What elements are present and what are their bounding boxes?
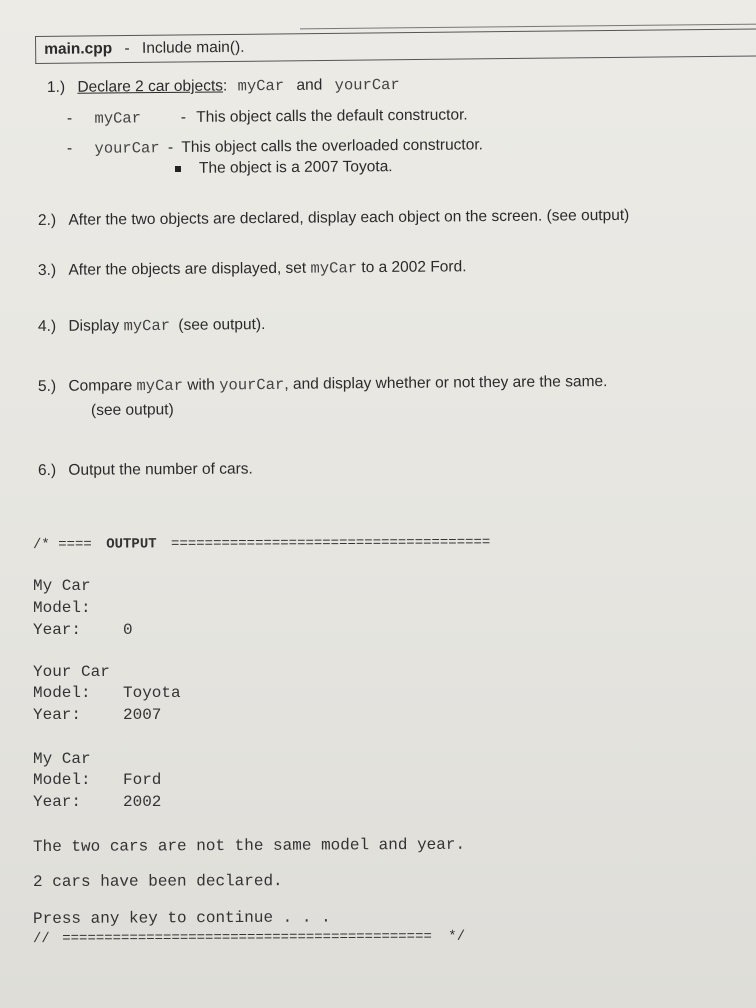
step-4-post: (see output). [178, 316, 266, 334]
block3-year-label: Year: [33, 793, 82, 811]
output-footer [33, 929, 465, 947]
step-6-text: Output the number of cars. [68, 460, 253, 479]
step-5-number: 5.) [37, 377, 57, 395]
step-1a-code: myCar [94, 109, 142, 128]
step-2-number: 2.) [37, 211, 57, 229]
step-3-number: 3.) [37, 261, 57, 279]
output-open: /* ==== [32, 536, 92, 553]
block3-model-row [33, 771, 161, 789]
step-1c-text: The object is a 2007 Toyota. [198, 158, 393, 177]
block2-model-label: Model: [33, 684, 91, 702]
step-3-code: myCar [310, 259, 358, 278]
block1-model-row [33, 599, 123, 617]
step-1c [175, 158, 393, 178]
step-5-pre: Compare [68, 377, 133, 395]
step-1-obj1: myCar [237, 76, 285, 96]
step-2-text: After the two objects are declared, display each object on the screen. (see output) [68, 206, 630, 229]
step-6-number: 6.) [37, 461, 57, 479]
step-5-post: , and display whether or not they are the same. [284, 373, 608, 393]
output-close-comment: // [32, 930, 50, 947]
compare-result: The two cars are not the same model and year. [32, 835, 466, 856]
block1-year: 0 [123, 621, 133, 639]
step-4-pre: Display [68, 317, 120, 335]
step-5 [38, 373, 608, 396]
step-1 [47, 76, 400, 97]
step-1-number: 1.) [46, 78, 66, 96]
step-1b-code: yourCar [94, 139, 160, 158]
output-rule-bottom: ============================================ [62, 928, 432, 947]
step-1-title: Declare 2 car objects [77, 77, 224, 96]
block3-name: My Car [33, 750, 91, 768]
step-1b [67, 136, 483, 158]
block3-model-label: Model: [33, 771, 91, 789]
output-header [33, 535, 490, 553]
step-2 [38, 207, 629, 230]
step-1b-dash: - [66, 139, 73, 157]
step-5-code1: myCar [136, 376, 184, 396]
step-1-and: and [296, 76, 323, 94]
header-text [44, 39, 245, 59]
step-4-code: myCar [123, 316, 171, 336]
step-1-colon: : [222, 77, 228, 95]
block1-name: My Car [33, 577, 91, 595]
step-4-number: 4.) [37, 317, 57, 335]
block1-model-label: Model: [33, 599, 91, 617]
step-3-post: to a 2002 Ford. [361, 258, 467, 277]
bullet-icon [175, 166, 181, 172]
output-close: */ [448, 928, 466, 945]
step-4 [38, 316, 266, 336]
block2-model-row [33, 684, 181, 702]
step-6 [38, 461, 253, 480]
step-1a-dash: - [66, 109, 73, 127]
block3-model: Ford [123, 771, 162, 789]
output-label: OUTPUT [106, 536, 157, 553]
step-1a-text: This object calls the default constructor. [196, 106, 468, 126]
block2-model: Toyota [123, 684, 181, 702]
step-1b-text: This object calls the overloaded constructor. [181, 136, 484, 157]
step-5-line2 [91, 401, 174, 420]
step-1b-dash2: - [167, 139, 174, 157]
output-rule-top: ====================================== [171, 534, 491, 553]
block1-year-label: Year: [33, 621, 82, 639]
block2-year-row [33, 706, 161, 724]
step-1-obj2: yourCar [334, 75, 400, 95]
header-description: Include main(). [141, 38, 245, 57]
step-5-mid: with [187, 376, 215, 394]
header-filename: main.cpp [44, 40, 113, 58]
header-dash: - [124, 40, 130, 58]
step-1a [67, 107, 468, 128]
block2-year-label: Year: [33, 706, 82, 724]
block3-year-row [33, 793, 161, 811]
step-3-pre: After the objects are displayed, set [68, 259, 307, 279]
block2-year: 2007 [123, 706, 162, 724]
step-1a-dash2: - [180, 108, 187, 127]
car-count: 2 cars have been declared. [32, 872, 283, 891]
step-5-see-output: (see output) [90, 401, 174, 419]
block1-year-row [33, 621, 133, 639]
step-3 [38, 258, 467, 280]
block3-year: 2002 [123, 793, 162, 811]
step-5-code2: yourCar [219, 375, 285, 395]
header-box [35, 28, 756, 64]
press-any-key: Press any key to continue . . . [32, 908, 331, 928]
block2-name: Your Car [33, 663, 110, 681]
